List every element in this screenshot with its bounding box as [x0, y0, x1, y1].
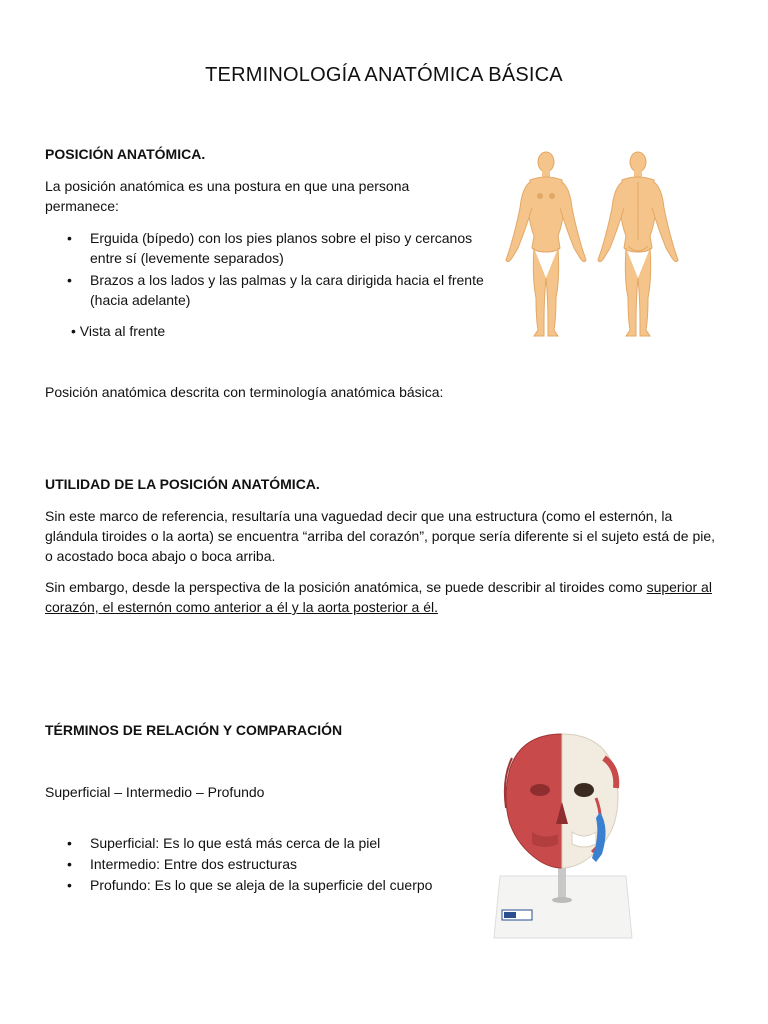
skull-muscle-model-icon: [492, 728, 634, 940]
utility-paragraph-1: Sin este marco de referencia, resultaría una vaguedad decir que una estructura (como el esternón, la glándula tiroides o la aorta) se encuentra “arriba del corazón”, porque sería diferente si el sujeto está de pie, o acostado boca abajo o boca arriba.: [45, 508, 716, 564]
head-model-figure: [492, 728, 634, 940]
terms-subtitle: Superficial – Intermedio – Profundo: [45, 784, 265, 800]
page-title: TERMINOLOGÍA ANATÓMICA BÁSICA: [205, 64, 563, 86]
terms-list: [45, 833, 485, 895]
utility-paragraph-2: [45, 577, 720, 617]
described-text: Posición anatómica descrita con terminología anatómica básica:: [45, 384, 444, 400]
section-heading-utilidad: UTILIDAD DE LA POSICIÓN ANATÓMICA.: [45, 476, 320, 492]
list-item: • Superficial: Es lo que está más cerca de la piel: [45, 833, 485, 853]
body-outlines-icon: [500, 148, 688, 342]
anatomical-position-figure: [500, 148, 688, 342]
list-item: • Brazos a los lados y las palmas y la cara dirigida hacia el frente (hacia adelante): [45, 270, 495, 310]
list-item: • Profundo: Es lo que se aleja de la superficie del cuerpo: [45, 875, 485, 895]
section-heading-posicion: POSICIÓN ANATÓMICA.: [45, 146, 206, 162]
section-intro: La posición anatómica es una postura en que una persona permanece:: [45, 178, 410, 214]
list-item-vista: • Vista al frente: [71, 323, 166, 339]
list-item: • Erguida (bípedo) con los pies planos sobre el piso y cercanos entre sí (levemente separados): [45, 228, 495, 268]
posture-list: [45, 228, 495, 310]
utility-paragraph-2-underlined: superior al corazón, el esternón como anterior a él y la aorta posterior a él.: [45, 579, 712, 615]
list-item: • Intermedio: Entre dos estructuras: [45, 854, 485, 874]
section-heading-terminos: TÉRMINOS DE RELACIÓN Y COMPARACIÓN: [45, 722, 343, 738]
utility-paragraph-2-text: Sin embargo, desde la perspectiva de la posición anatómica, se puede describir al tiroides como: [45, 579, 647, 595]
